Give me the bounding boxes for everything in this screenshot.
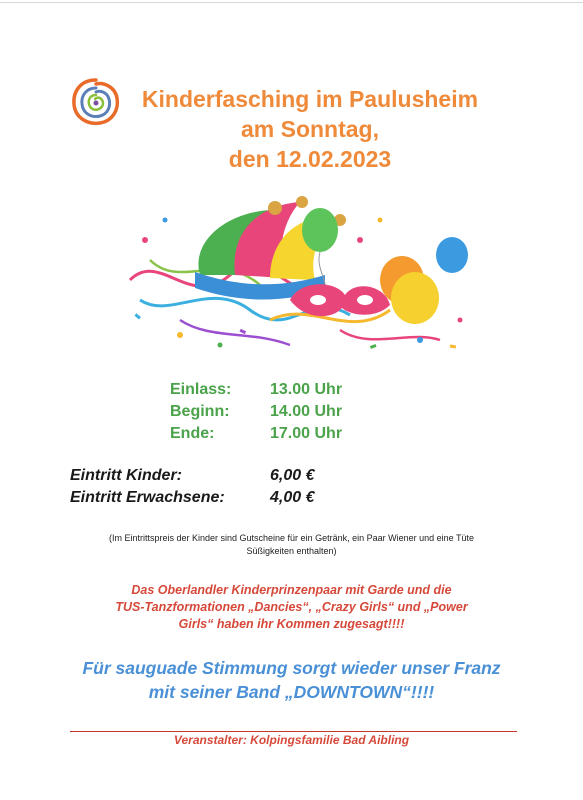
price-label: Eintritt Erwachsene: (70, 489, 225, 506)
guests-line-2: TUS-Tanzformationen „Dancies“, „Crazy Girls“ und „Power (115, 600, 468, 614)
price-note (70, 532, 513, 558)
schedule-value: 13.00 Uhr (270, 381, 343, 398)
schedule-value: 14.00 Uhr (270, 403, 343, 420)
schedule-label: Einlass: (170, 381, 232, 398)
price-label: Eintritt Kinder: (70, 467, 182, 484)
band-line-2: mit seiner Band „DOWNTOWN“!!!! (148, 682, 435, 702)
schedule-label: Beginn: (170, 403, 230, 420)
carnival-hat-masks-balloons-icon (120, 180, 480, 360)
band-line-1: Für sauguade Stimmung sorgt wieder unser Franz (82, 658, 501, 678)
price-note-line-1: (Im Eintrittspreis der Kinder sind Gutscheine für ein Getränk, ein Paar Wiener und eine Tüte (108, 533, 474, 543)
schedule-label: Ende: (170, 425, 215, 442)
guests-announcement (70, 582, 513, 633)
price-note-line-2: Süßigkeiten enthalten) (246, 546, 337, 556)
band-announcement (40, 656, 543, 704)
price-value: 6,00 € (270, 467, 315, 484)
spiral-logo-icon (68, 74, 124, 130)
footer-divider (70, 731, 517, 732)
guests-line-1: Das Oberlandler Kinderprinzenpaar mit Garde und die (131, 583, 452, 597)
guests-line-3: Girls“ haben ihr Kommen zugesagt!!!! (178, 617, 405, 631)
title-line-3: den 12.02.2023 (228, 146, 392, 172)
title-line-2: am Sonntag, (240, 116, 379, 142)
price-value: 4,00 € (270, 489, 315, 506)
organizer: Veranstalter: Kolpingsfamilie Bad Aibling (173, 733, 410, 747)
schedule-value: 17.00 Uhr (270, 425, 343, 442)
top-rule (0, 2, 583, 3)
title-line-1: Kinderfasching im Paulusheim (141, 86, 479, 112)
